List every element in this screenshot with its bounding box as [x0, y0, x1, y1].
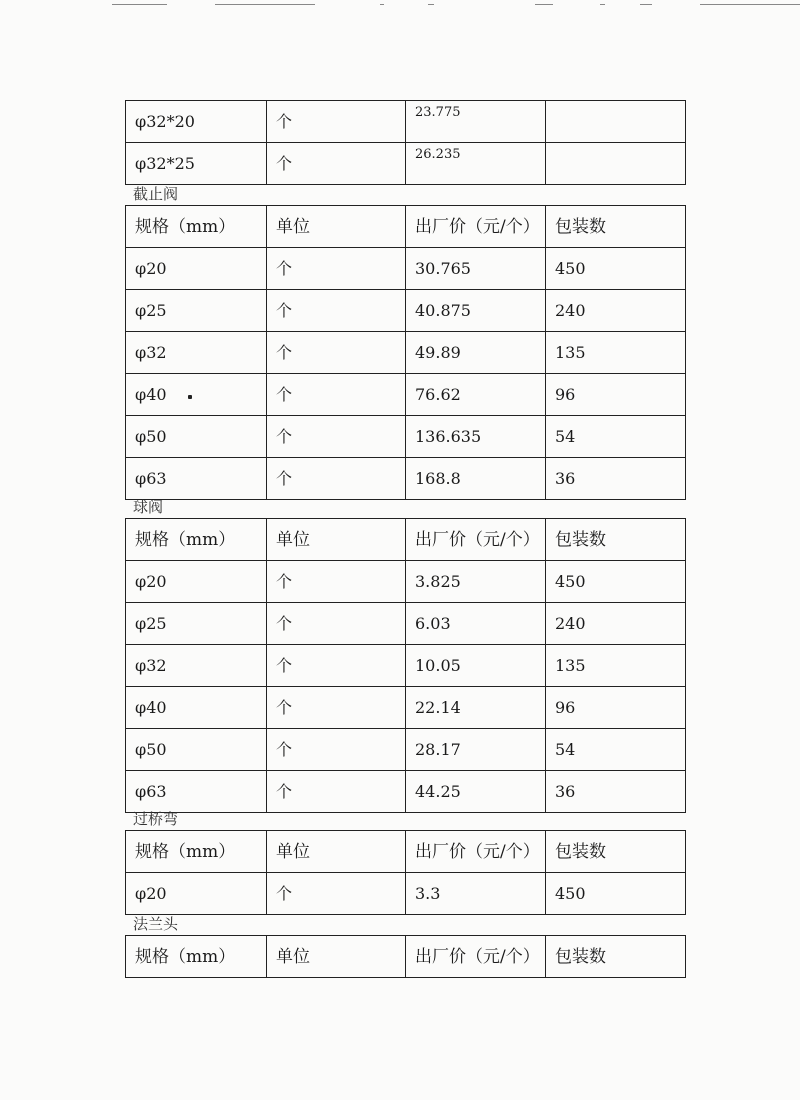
price-table [125, 205, 686, 500]
table-row [126, 603, 686, 645]
column-header: 规格（mm） [126, 831, 267, 873]
table-row [126, 416, 686, 458]
spec-cell: φ32 [126, 645, 267, 687]
ink-speck [188, 395, 192, 399]
table-row [126, 143, 686, 185]
price-cell: 26.235 [406, 143, 546, 185]
pack-cell: 450 [546, 248, 686, 290]
price-cell: 168.8 [406, 458, 546, 500]
table-row [126, 458, 686, 500]
spec-cell: φ32*25 [126, 143, 267, 185]
column-header: 单位 [267, 519, 406, 561]
pack-cell: 96 [546, 687, 686, 729]
price-cell: 23.775 [406, 101, 546, 143]
table-row [126, 248, 686, 290]
spec-cell: φ50 [126, 729, 267, 771]
table-row [126, 687, 686, 729]
unit-cell: 个 [267, 561, 406, 603]
table-row [126, 561, 686, 603]
column-header: 包装数 [546, 206, 686, 248]
spec-cell: φ32 [126, 332, 267, 374]
price-cell: 76.62 [406, 374, 546, 416]
section-title: 法兰头 [133, 915, 179, 933]
unit-cell: 个 [267, 290, 406, 332]
section-title: 球阀 [133, 498, 164, 516]
spec-cell: φ63 [126, 458, 267, 500]
unit-cell: 个 [267, 603, 406, 645]
table-row [126, 729, 686, 771]
pack-cell: 36 [546, 458, 686, 500]
pack-cell: 450 [546, 873, 686, 915]
pack-cell: 36 [546, 771, 686, 813]
spec-cell: φ25 [126, 603, 267, 645]
unit-cell: 个 [267, 374, 406, 416]
table-row [126, 290, 686, 332]
unit-cell: 个 [267, 416, 406, 458]
table-header-row [126, 831, 686, 873]
price-cell: 3.3 [406, 873, 546, 915]
table-header-row [126, 519, 686, 561]
table-row [126, 873, 686, 915]
column-header: 规格（mm） [126, 519, 267, 561]
unit-cell: 个 [267, 687, 406, 729]
section-title: 过桥弯 [133, 810, 179, 828]
unit-cell: 个 [267, 645, 406, 687]
price-cell: 10.05 [406, 645, 546, 687]
price-cell: 3.825 [406, 561, 546, 603]
pack-cell: 135 [546, 332, 686, 374]
spec-cell: φ50 [126, 416, 267, 458]
price-table [125, 935, 686, 978]
price-cell: 30.765 [406, 248, 546, 290]
column-header: 规格（mm） [126, 206, 267, 248]
price-cell: 44.25 [406, 771, 546, 813]
unit-cell: 个 [267, 873, 406, 915]
table-row [126, 374, 686, 416]
unit-cell: 个 [267, 458, 406, 500]
price-cell: 136.635 [406, 416, 546, 458]
spec-cell: φ20 [126, 873, 267, 915]
column-header: 规格（mm） [126, 936, 267, 978]
spec-cell: φ32*20 [126, 101, 267, 143]
pack-cell: 96 [546, 374, 686, 416]
column-header: 单位 [267, 206, 406, 248]
spec-cell: φ40 [126, 687, 267, 729]
column-header: 单位 [267, 831, 406, 873]
section-title: 截止阀 [133, 185, 179, 203]
unit-cell: 个 [267, 332, 406, 374]
column-header: 单位 [267, 936, 406, 978]
column-header: 包装数 [546, 519, 686, 561]
unit-cell: 个 [267, 248, 406, 290]
pack-cell: 135 [546, 645, 686, 687]
table-row [126, 101, 686, 143]
unit-cell: 个 [267, 729, 406, 771]
column-header: 出厂价（元/个） [406, 936, 546, 978]
pack-cell: 54 [546, 729, 686, 771]
price-cell: 49.89 [406, 332, 546, 374]
price-cell: 40.875 [406, 290, 546, 332]
price-cell: 22.14 [406, 687, 546, 729]
spec-cell: φ63 [126, 771, 267, 813]
pack-cell [546, 101, 686, 143]
unit-cell: 个 [267, 143, 406, 185]
spec-cell: φ20 [126, 248, 267, 290]
unit-cell: 个 [267, 101, 406, 143]
spec-cell: φ25 [126, 290, 267, 332]
table-header-row [126, 206, 686, 248]
price-cell: 28.17 [406, 729, 546, 771]
table-header-row [126, 936, 686, 978]
pack-cell: 240 [546, 603, 686, 645]
pack-cell: 450 [546, 561, 686, 603]
column-header: 包装数 [546, 936, 686, 978]
column-header: 出厂价（元/个） [406, 831, 546, 873]
unit-cell: 个 [267, 771, 406, 813]
pack-cell [546, 143, 686, 185]
table-row [126, 332, 686, 374]
spec-cell: φ20 [126, 561, 267, 603]
table-row [126, 645, 686, 687]
scan-edge-marks [0, 2, 800, 8]
table-row [126, 771, 686, 813]
column-header: 包装数 [546, 831, 686, 873]
price-table [125, 100, 686, 185]
column-header: 出厂价（元/个） [406, 206, 546, 248]
price-table [125, 518, 686, 813]
pack-cell: 54 [546, 416, 686, 458]
price-table [125, 830, 686, 915]
column-header: 出厂价（元/个） [406, 519, 546, 561]
pack-cell: 240 [546, 290, 686, 332]
spec-cell: φ40 [126, 374, 267, 416]
price-cell: 6.03 [406, 603, 546, 645]
